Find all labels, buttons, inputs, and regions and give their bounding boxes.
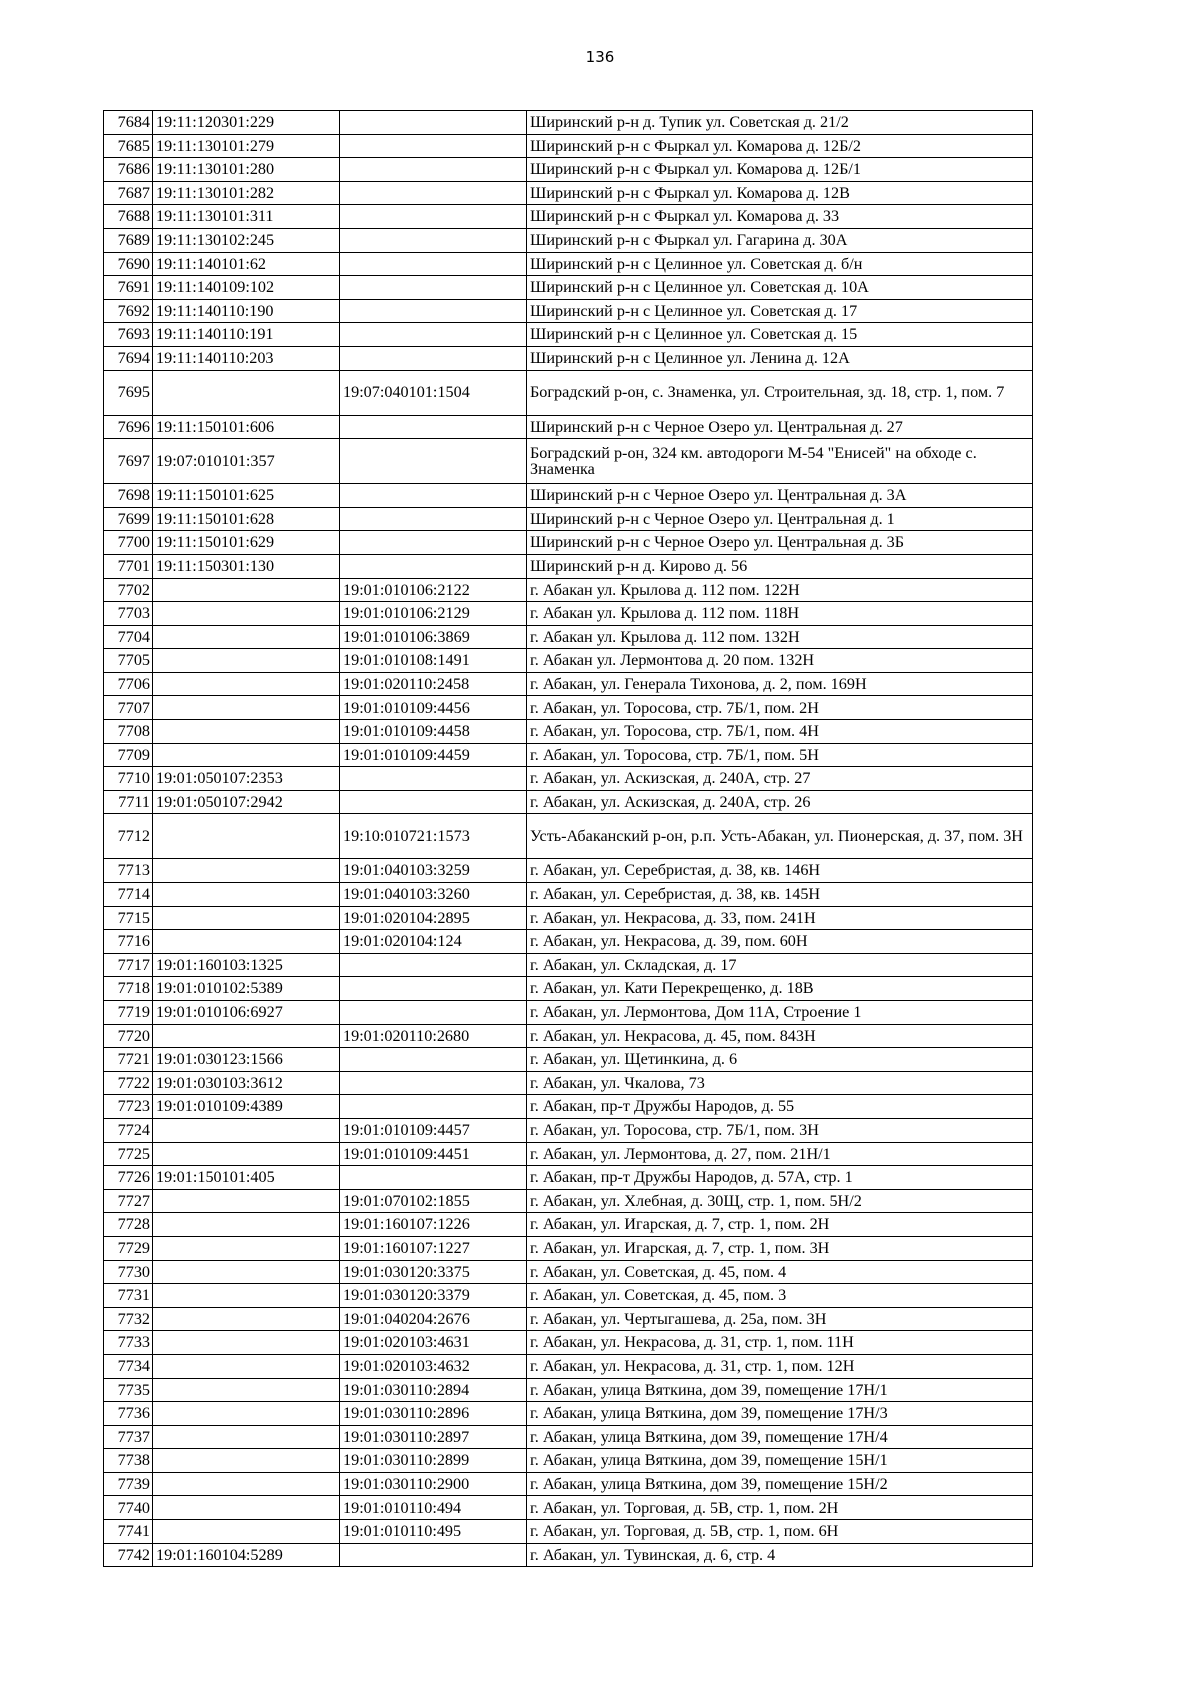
cadastral-number-cell	[153, 672, 340, 696]
address-cell: г. Абакан, ул. Некрасова, д. 33, пом. 241Н	[527, 906, 1033, 930]
table-row	[104, 252, 1033, 276]
room-cadastral-number-cell: 19:01:030110:2900	[340, 1472, 527, 1496]
row-number-cell: 7714	[104, 883, 153, 907]
address-cell: Ширинский р-н с Целинное ул. Советская д. б/н	[527, 252, 1033, 276]
row-number-cell: 7708	[104, 720, 153, 744]
address-cell: г. Абакан, ул. Некрасова, д. 31, стр. 1, пом. 12Н	[527, 1354, 1033, 1378]
table-row	[104, 1189, 1033, 1213]
cadastral-number-cell	[153, 602, 340, 626]
row-number-cell: 7734	[104, 1354, 153, 1378]
address-cell: г. Абакан, ул. Серебристая, д. 38, кв. 145Н	[527, 883, 1033, 907]
address-cell: Ширинский р-н с Целинное ул. Советская д. 10А	[527, 276, 1033, 300]
table-row	[104, 720, 1033, 744]
cadastral-number-cell	[153, 578, 340, 602]
cadastral-number-cell: 19:11:130101:280	[153, 158, 340, 182]
table-row	[104, 930, 1033, 954]
table-row	[104, 276, 1033, 300]
table-row	[104, 883, 1033, 907]
cadastral-number-cell	[153, 1236, 340, 1260]
cadastral-number-cell	[153, 1449, 340, 1473]
room-cadastral-number-cell: 19:01:020103:4631	[340, 1331, 527, 1355]
table-row	[104, 554, 1033, 578]
row-number-cell: 7720	[104, 1024, 153, 1048]
table-row	[104, 370, 1033, 415]
row-number-cell: 7704	[104, 625, 153, 649]
cadastral-number-cell: 19:11:140110:190	[153, 299, 340, 323]
room-cadastral-number-cell	[340, 1001, 527, 1025]
address-cell: Ширинский р-н с Фыркал ул. Гагарина д. 30А	[527, 228, 1033, 252]
room-cadastral-number-cell: 19:01:010106:2122	[340, 578, 527, 602]
address-cell: г. Абакан, ул. Серебристая, д. 38, кв. 146Н	[527, 859, 1033, 883]
room-cadastral-number-cell: 19:01:070102:1855	[340, 1189, 527, 1213]
table-row	[104, 346, 1033, 370]
row-number-cell: 7699	[104, 507, 153, 531]
row-number-cell: 7696	[104, 415, 153, 439]
table-row	[104, 323, 1033, 347]
address-cell: г. Абакан, ул. Хлебная, д. 30Щ, стр. 1, пом. 5Н/2	[527, 1189, 1033, 1213]
room-cadastral-number-cell	[340, 1095, 527, 1119]
room-cadastral-number-cell	[340, 1048, 527, 1072]
address-cell: г. Абакан, улица Вяткина, дом 39, помещение 17Н/1	[527, 1378, 1033, 1402]
room-cadastral-number-cell	[340, 531, 527, 555]
cadastral-number-cell	[153, 1024, 340, 1048]
row-number-cell: 7689	[104, 228, 153, 252]
address-cell: г. Абакан, ул. Чкалова, 73	[527, 1071, 1033, 1095]
table-row	[104, 299, 1033, 323]
room-cadastral-number-cell: 19:01:040204:2676	[340, 1307, 527, 1331]
room-cadastral-number-cell: 19:01:010108:1491	[340, 649, 527, 673]
room-cadastral-number-cell: 19:01:020110:2458	[340, 672, 527, 696]
row-number-cell: 7685	[104, 134, 153, 158]
address-cell: Ширинский р-н с Черное Озеро ул. Центральная д. 27	[527, 415, 1033, 439]
cadastral-number-cell	[153, 1520, 340, 1544]
room-cadastral-number-cell	[340, 977, 527, 1001]
table-row	[104, 814, 1033, 859]
row-number-cell: 7742	[104, 1543, 153, 1567]
page-number: 136	[585, 48, 615, 66]
address-cell: Ширинский р-н с Черное Озеро ул. Центральная д. 1	[527, 507, 1033, 531]
room-cadastral-number-cell	[340, 1543, 527, 1567]
row-number-cell: 7707	[104, 696, 153, 720]
address-cell: Ширинский р-н с Фыркал ул. Комарова д. 33	[527, 205, 1033, 229]
cadastral-number-cell: 19:11:140110:203	[153, 346, 340, 370]
cadastral-number-cell: 19:01:050107:2942	[153, 790, 340, 814]
table-row	[104, 507, 1033, 531]
cadastral-number-cell: 19:11:150101:628	[153, 507, 340, 531]
table-row	[104, 1071, 1033, 1095]
table-row	[104, 1331, 1033, 1355]
cadastral-number-cell	[153, 1284, 340, 1308]
address-cell: Ширинский р-н с Фыркал ул. Комарова д. 12Б/1	[527, 158, 1033, 182]
table-row	[104, 205, 1033, 229]
cadastral-number-cell	[153, 814, 340, 859]
room-cadastral-number-cell: 19:01:030110:2897	[340, 1425, 527, 1449]
address-cell: Ширинский р-н с Целинное ул. Ленина д. 12А	[527, 346, 1033, 370]
row-number-cell: 7716	[104, 930, 153, 954]
cadastral-number-cell: 19:01:160103:1325	[153, 953, 340, 977]
row-number-cell: 7730	[104, 1260, 153, 1284]
cadastral-number-cell: 19:01:160104:5289	[153, 1543, 340, 1567]
table-row	[104, 134, 1033, 158]
row-number-cell: 7709	[104, 743, 153, 767]
table-row	[104, 767, 1033, 791]
address-cell: г. Абакан, ул. Игарская, д. 7, стр. 1, пом. 3Н	[527, 1236, 1033, 1260]
room-cadastral-number-cell	[340, 323, 527, 347]
room-cadastral-number-cell: 19:07:040101:1504	[340, 370, 527, 415]
table-row	[104, 672, 1033, 696]
cadastral-number-cell: 19:11:130101:282	[153, 181, 340, 205]
room-cadastral-number-cell	[340, 415, 527, 439]
room-cadastral-number-cell: 19:01:030110:2894	[340, 1378, 527, 1402]
cadastral-number-cell	[153, 1425, 340, 1449]
table-row	[104, 415, 1033, 439]
table-row	[104, 1354, 1033, 1378]
cadastral-number-cell: 19:11:130101:279	[153, 134, 340, 158]
row-number-cell: 7740	[104, 1496, 153, 1520]
row-number-cell: 7733	[104, 1331, 153, 1355]
room-cadastral-number-cell	[340, 111, 527, 135]
address-cell: г. Абакан, ул. Тувинская, д. 6, стр. 4	[527, 1543, 1033, 1567]
cadastral-number-cell	[153, 1213, 340, 1237]
row-number-cell: 7721	[104, 1048, 153, 1072]
table-row	[104, 1048, 1033, 1072]
table-row	[104, 649, 1033, 673]
cadastral-number-cell: 19:11:140110:191	[153, 323, 340, 347]
row-number-cell: 7729	[104, 1236, 153, 1260]
table-row	[104, 1496, 1033, 1520]
table-row	[104, 1236, 1033, 1260]
room-cadastral-number-cell: 19:01:010109:4457	[340, 1118, 527, 1142]
cadastral-number-cell	[153, 859, 340, 883]
row-number-cell: 7739	[104, 1472, 153, 1496]
cadastral-number-cell: 19:01:010109:4389	[153, 1095, 340, 1119]
table-row	[104, 1095, 1033, 1119]
table-row	[104, 790, 1033, 814]
room-cadastral-number-cell	[340, 205, 527, 229]
room-cadastral-number-cell: 19:01:010110:495	[340, 1520, 527, 1544]
cadastral-number-cell: 19:11:150101:629	[153, 531, 340, 555]
room-cadastral-number-cell	[340, 439, 527, 484]
row-number-cell: 7738	[104, 1449, 153, 1473]
room-cadastral-number-cell: 19:01:010110:494	[340, 1496, 527, 1520]
row-number-cell: 7684	[104, 111, 153, 135]
row-number-cell: 7712	[104, 814, 153, 859]
table-row	[104, 743, 1033, 767]
room-cadastral-number-cell: 19:01:020110:2680	[340, 1024, 527, 1048]
address-cell: г. Абакан, ул. Щетинкина, д. 6	[527, 1048, 1033, 1072]
table-row	[104, 1402, 1033, 1426]
cadastral-number-cell: 19:11:130102:245	[153, 228, 340, 252]
room-cadastral-number-cell: 19:01:160107:1226	[340, 1213, 527, 1237]
address-cell: г. Абакан, ул. Игарская, д. 7, стр. 1, пом. 2Н	[527, 1213, 1033, 1237]
room-cadastral-number-cell	[340, 953, 527, 977]
address-cell: Ширинский р-н с Фыркал ул. Комарова д. 12В	[527, 181, 1033, 205]
table-row	[104, 1543, 1033, 1567]
room-cadastral-number-cell: 19:01:030120:3375	[340, 1260, 527, 1284]
row-number-cell: 7695	[104, 370, 153, 415]
table-row	[104, 1378, 1033, 1402]
cadastral-number-cell: 19:11:150301:130	[153, 554, 340, 578]
address-cell: Ширинский р-н д. Кирово д. 56	[527, 554, 1033, 578]
cadastral-number-cell: 19:01:050107:2353	[153, 767, 340, 791]
address-cell: г. Абакан, улица Вяткина, дом 39, помещение 15Н/1	[527, 1449, 1033, 1473]
address-cell: Боградский р-он, с. Знаменка, ул. Строительная, зд. 18, стр. 1, пом. 7	[527, 370, 1033, 415]
cadastral-number-cell	[153, 930, 340, 954]
table-row	[104, 1425, 1033, 1449]
room-cadastral-number-cell	[340, 1071, 527, 1095]
table-row	[104, 602, 1033, 626]
room-cadastral-number-cell	[340, 158, 527, 182]
address-cell: г. Абакан, ул. Лермонтова, д. 27, пом. 21Н/1	[527, 1142, 1033, 1166]
address-cell: г. Абакан, ул. Аскизская, д. 240А, стр. 27	[527, 767, 1033, 791]
address-cell: г. Абакан, ул. Кати Перекрещенко, д. 18В	[527, 977, 1033, 1001]
row-number-cell: 7700	[104, 531, 153, 555]
row-number-cell: 7697	[104, 439, 153, 484]
row-number-cell: 7711	[104, 790, 153, 814]
table-row	[104, 696, 1033, 720]
room-cadastral-number-cell: 19:01:030120:3379	[340, 1284, 527, 1308]
address-cell: г. Абакан, ул. Торосова, стр. 7Б/1, пом. 2Н	[527, 696, 1033, 720]
address-cell: г. Абакан, ул. Генерала Тихонова, д. 2, пом. 169Н	[527, 672, 1033, 696]
room-cadastral-number-cell: 19:01:040103:3259	[340, 859, 527, 883]
room-cadastral-number-cell: 19:10:010721:1573	[340, 814, 527, 859]
address-cell: г. Абакан, ул. Торосова, стр. 7Б/1, пом. 4Н	[527, 720, 1033, 744]
table-row	[104, 1166, 1033, 1190]
address-cell: г. Абакан, улица Вяткина, дом 39, помещение 17Н/3	[527, 1402, 1033, 1426]
room-cadastral-number-cell	[340, 228, 527, 252]
cadastral-number-cell: 19:11:120301:229	[153, 111, 340, 135]
cadastral-number-cell: 19:11:140109:102	[153, 276, 340, 300]
row-number-cell: 7694	[104, 346, 153, 370]
row-number-cell: 7717	[104, 953, 153, 977]
row-number-cell: 7686	[104, 158, 153, 182]
room-cadastral-number-cell	[340, 767, 527, 791]
table-row	[104, 531, 1033, 555]
cadastral-number-cell: 19:07:010101:357	[153, 439, 340, 484]
address-cell: Ширинский р-н с Целинное ул. Советская д. 15	[527, 323, 1033, 347]
room-cadastral-number-cell	[340, 790, 527, 814]
room-cadastral-number-cell: 19:01:010109:4451	[340, 1142, 527, 1166]
address-cell: г. Абакан, улица Вяткина, дом 39, помещение 15Н/2	[527, 1472, 1033, 1496]
row-number-cell: 7702	[104, 578, 153, 602]
row-number-cell: 7719	[104, 1001, 153, 1025]
room-cadastral-number-cell: 19:01:020103:4632	[340, 1354, 527, 1378]
address-cell: г. Абакан ул. Лермонтова д. 20 пом. 132Н	[527, 649, 1033, 673]
room-cadastral-number-cell: 19:01:010106:2129	[340, 602, 527, 626]
table-row	[104, 578, 1033, 602]
room-cadastral-number-cell	[340, 299, 527, 323]
table-row	[104, 906, 1033, 930]
row-number-cell: 7690	[104, 252, 153, 276]
room-cadastral-number-cell	[340, 484, 527, 508]
room-cadastral-number-cell: 19:01:010109:4456	[340, 696, 527, 720]
address-cell: г. Абакан, пр-т Дружбы Народов, д. 55	[527, 1095, 1033, 1119]
room-cadastral-number-cell	[340, 134, 527, 158]
row-number-cell: 7727	[104, 1189, 153, 1213]
row-number-cell: 7688	[104, 205, 153, 229]
room-cadastral-number-cell: 19:01:030110:2896	[340, 1402, 527, 1426]
row-number-cell: 7698	[104, 484, 153, 508]
property-table	[103, 110, 1033, 1567]
table-row	[104, 1001, 1033, 1025]
row-number-cell: 7724	[104, 1118, 153, 1142]
cadastral-number-cell	[153, 1472, 340, 1496]
table-row	[104, 1024, 1033, 1048]
address-cell: г. Абакан, ул. Торговая, д. 5В, стр. 1, пом. 2Н	[527, 1496, 1033, 1520]
row-number-cell: 7703	[104, 602, 153, 626]
address-cell: г. Абакан, ул. Некрасова, д. 31, стр. 1, пом. 11Н	[527, 1331, 1033, 1355]
room-cadastral-number-cell	[340, 181, 527, 205]
room-cadastral-number-cell	[340, 276, 527, 300]
address-cell: Усть-Абаканский р-он, р.п. Усть-Абакан, ул. Пионерская, д. 37, пом. 3Н	[527, 814, 1033, 859]
address-cell: Ширинский р-н д. Тупик ул. Советская д. 21/2	[527, 111, 1033, 135]
row-number-cell: 7735	[104, 1378, 153, 1402]
address-cell: г. Абакан, улица Вяткина, дом 39, помещение 17Н/4	[527, 1425, 1033, 1449]
row-number-cell: 7710	[104, 767, 153, 791]
cadastral-number-cell	[153, 1142, 340, 1166]
cadastral-number-cell: 19:11:130101:311	[153, 205, 340, 229]
room-cadastral-number-cell	[340, 1166, 527, 1190]
row-number-cell: 7692	[104, 299, 153, 323]
cadastral-number-cell	[153, 649, 340, 673]
cadastral-number-cell	[153, 1496, 340, 1520]
cadastral-number-cell: 19:01:010102:5389	[153, 977, 340, 1001]
address-cell: г. Абакан, ул. Некрасова, д. 45, пом. 843Н	[527, 1024, 1033, 1048]
table-row	[104, 228, 1033, 252]
cadastral-number-cell	[153, 1307, 340, 1331]
table-row	[104, 158, 1033, 182]
cadastral-number-cell: 19:11:150101:625	[153, 484, 340, 508]
room-cadastral-number-cell	[340, 554, 527, 578]
table-row	[104, 1520, 1033, 1544]
table-row	[104, 625, 1033, 649]
address-cell: Ширинский р-н с Фыркал ул. Комарова д. 12Б/2	[527, 134, 1033, 158]
room-cadastral-number-cell: 19:01:040103:3260	[340, 883, 527, 907]
address-cell: г. Абакан, ул. Аскизская, д. 240А, стр. 26	[527, 790, 1033, 814]
row-number-cell: 7723	[104, 1095, 153, 1119]
row-number-cell: 7718	[104, 977, 153, 1001]
address-cell: г. Абакан, ул. Торговая, д. 5В, стр. 1, пом. 6Н	[527, 1520, 1033, 1544]
cadastral-number-cell	[153, 743, 340, 767]
cadastral-number-cell	[153, 696, 340, 720]
address-cell: г. Абакан ул. Крылова д. 112 пом. 132Н	[527, 625, 1033, 649]
table-row	[104, 1118, 1033, 1142]
row-number-cell: 7687	[104, 181, 153, 205]
row-number-cell: 7731	[104, 1284, 153, 1308]
table-row	[104, 977, 1033, 1001]
address-cell: г. Абакан, пр-т Дружбы Народов, д. 57А, стр. 1	[527, 1166, 1033, 1190]
row-number-cell: 7693	[104, 323, 153, 347]
row-number-cell: 7728	[104, 1213, 153, 1237]
row-number-cell: 7701	[104, 554, 153, 578]
table-row	[104, 1213, 1033, 1237]
address-cell: г. Абакан, ул. Складская, д. 17	[527, 953, 1033, 977]
address-cell: г. Абакан, ул. Некрасова, д. 39, пом. 60Н	[527, 930, 1033, 954]
cadastral-number-cell: 19:01:010106:6927	[153, 1001, 340, 1025]
table-row	[104, 1472, 1033, 1496]
address-cell: г. Абакан, ул. Торосова, стр. 7Б/1, пом. 3Н	[527, 1118, 1033, 1142]
address-cell: г. Абакан, ул. Торосова, стр. 7Б/1, пом. 5Н	[527, 743, 1033, 767]
table-row	[104, 439, 1033, 484]
cadastral-number-cell	[153, 1331, 340, 1355]
table-row	[104, 181, 1033, 205]
cadastral-number-cell	[153, 370, 340, 415]
address-cell: Ширинский р-н с Черное Озеро ул. Центральная д. 3А	[527, 484, 1033, 508]
address-cell: г. Абакан, ул. Чертыгашева, д. 25а, пом. 3Н	[527, 1307, 1033, 1331]
address-cell: Боградский р-он, 324 км. автодороги М-54 "Енисей" на обходе с. Знаменка	[527, 439, 1033, 484]
row-number-cell: 7725	[104, 1142, 153, 1166]
row-number-cell: 7736	[104, 1402, 153, 1426]
table-row	[104, 111, 1033, 135]
address-cell: г. Абакан ул. Крылова д. 112 пом. 122Н	[527, 578, 1033, 602]
row-number-cell: 7706	[104, 672, 153, 696]
cadastral-number-cell: 19:01:030103:3612	[153, 1071, 340, 1095]
cadastral-number-cell: 19:11:140101:62	[153, 252, 340, 276]
table-row	[104, 1142, 1033, 1166]
cadastral-number-cell	[153, 883, 340, 907]
room-cadastral-number-cell: 19:01:010109:4459	[340, 743, 527, 767]
table-row	[104, 1307, 1033, 1331]
address-cell: г. Абакан, ул. Советская, д. 45, пом. 4	[527, 1260, 1033, 1284]
table-body	[104, 111, 1033, 1567]
address-cell: Ширинский р-н с Целинное ул. Советская д. 17	[527, 299, 1033, 323]
cadastral-number-cell: 19:01:030123:1566	[153, 1048, 340, 1072]
cadastral-number-cell	[153, 1118, 340, 1142]
address-cell: г. Абакан ул. Крылова д. 112 пом. 118Н	[527, 602, 1033, 626]
row-number-cell: 7732	[104, 1307, 153, 1331]
room-cadastral-number-cell	[340, 507, 527, 531]
table-row	[104, 859, 1033, 883]
cadastral-number-cell	[153, 1402, 340, 1426]
address-cell: г. Абакан, ул. Советская, д. 45, пом. 3	[527, 1284, 1033, 1308]
table-row	[104, 1260, 1033, 1284]
room-cadastral-number-cell: 19:01:010109:4458	[340, 720, 527, 744]
cadastral-number-cell	[153, 1260, 340, 1284]
room-cadastral-number-cell	[340, 252, 527, 276]
row-number-cell: 7741	[104, 1520, 153, 1544]
table-row	[104, 1449, 1033, 1473]
room-cadastral-number-cell: 19:01:020104:2895	[340, 906, 527, 930]
table-row	[104, 953, 1033, 977]
row-number-cell: 7705	[104, 649, 153, 673]
address-cell: Ширинский р-н с Черное Озеро ул. Центральная д. 3Б	[527, 531, 1033, 555]
row-number-cell: 7691	[104, 276, 153, 300]
cadastral-number-cell: 19:11:150101:606	[153, 415, 340, 439]
address-cell: г. Абакан, ул. Лермонтова, Дом 11А, Строение 1	[527, 1001, 1033, 1025]
cadastral-number-cell	[153, 906, 340, 930]
cadastral-number-cell	[153, 1189, 340, 1213]
row-number-cell: 7715	[104, 906, 153, 930]
room-cadastral-number-cell: 19:01:030110:2899	[340, 1449, 527, 1473]
row-number-cell: 7713	[104, 859, 153, 883]
row-number-cell: 7737	[104, 1425, 153, 1449]
room-cadastral-number-cell: 19:01:160107:1227	[340, 1236, 527, 1260]
cadastral-number-cell	[153, 625, 340, 649]
room-cadastral-number-cell	[340, 346, 527, 370]
cadastral-number-cell	[153, 720, 340, 744]
cadastral-number-cell	[153, 1354, 340, 1378]
cadastral-number-cell: 19:01:150101:405	[153, 1166, 340, 1190]
table-row	[104, 1284, 1033, 1308]
table-row	[104, 484, 1033, 508]
cadastral-number-cell	[153, 1378, 340, 1402]
room-cadastral-number-cell: 19:01:010106:3869	[340, 625, 527, 649]
row-number-cell: 7722	[104, 1071, 153, 1095]
row-number-cell: 7726	[104, 1166, 153, 1190]
room-cadastral-number-cell: 19:01:020104:124	[340, 930, 527, 954]
